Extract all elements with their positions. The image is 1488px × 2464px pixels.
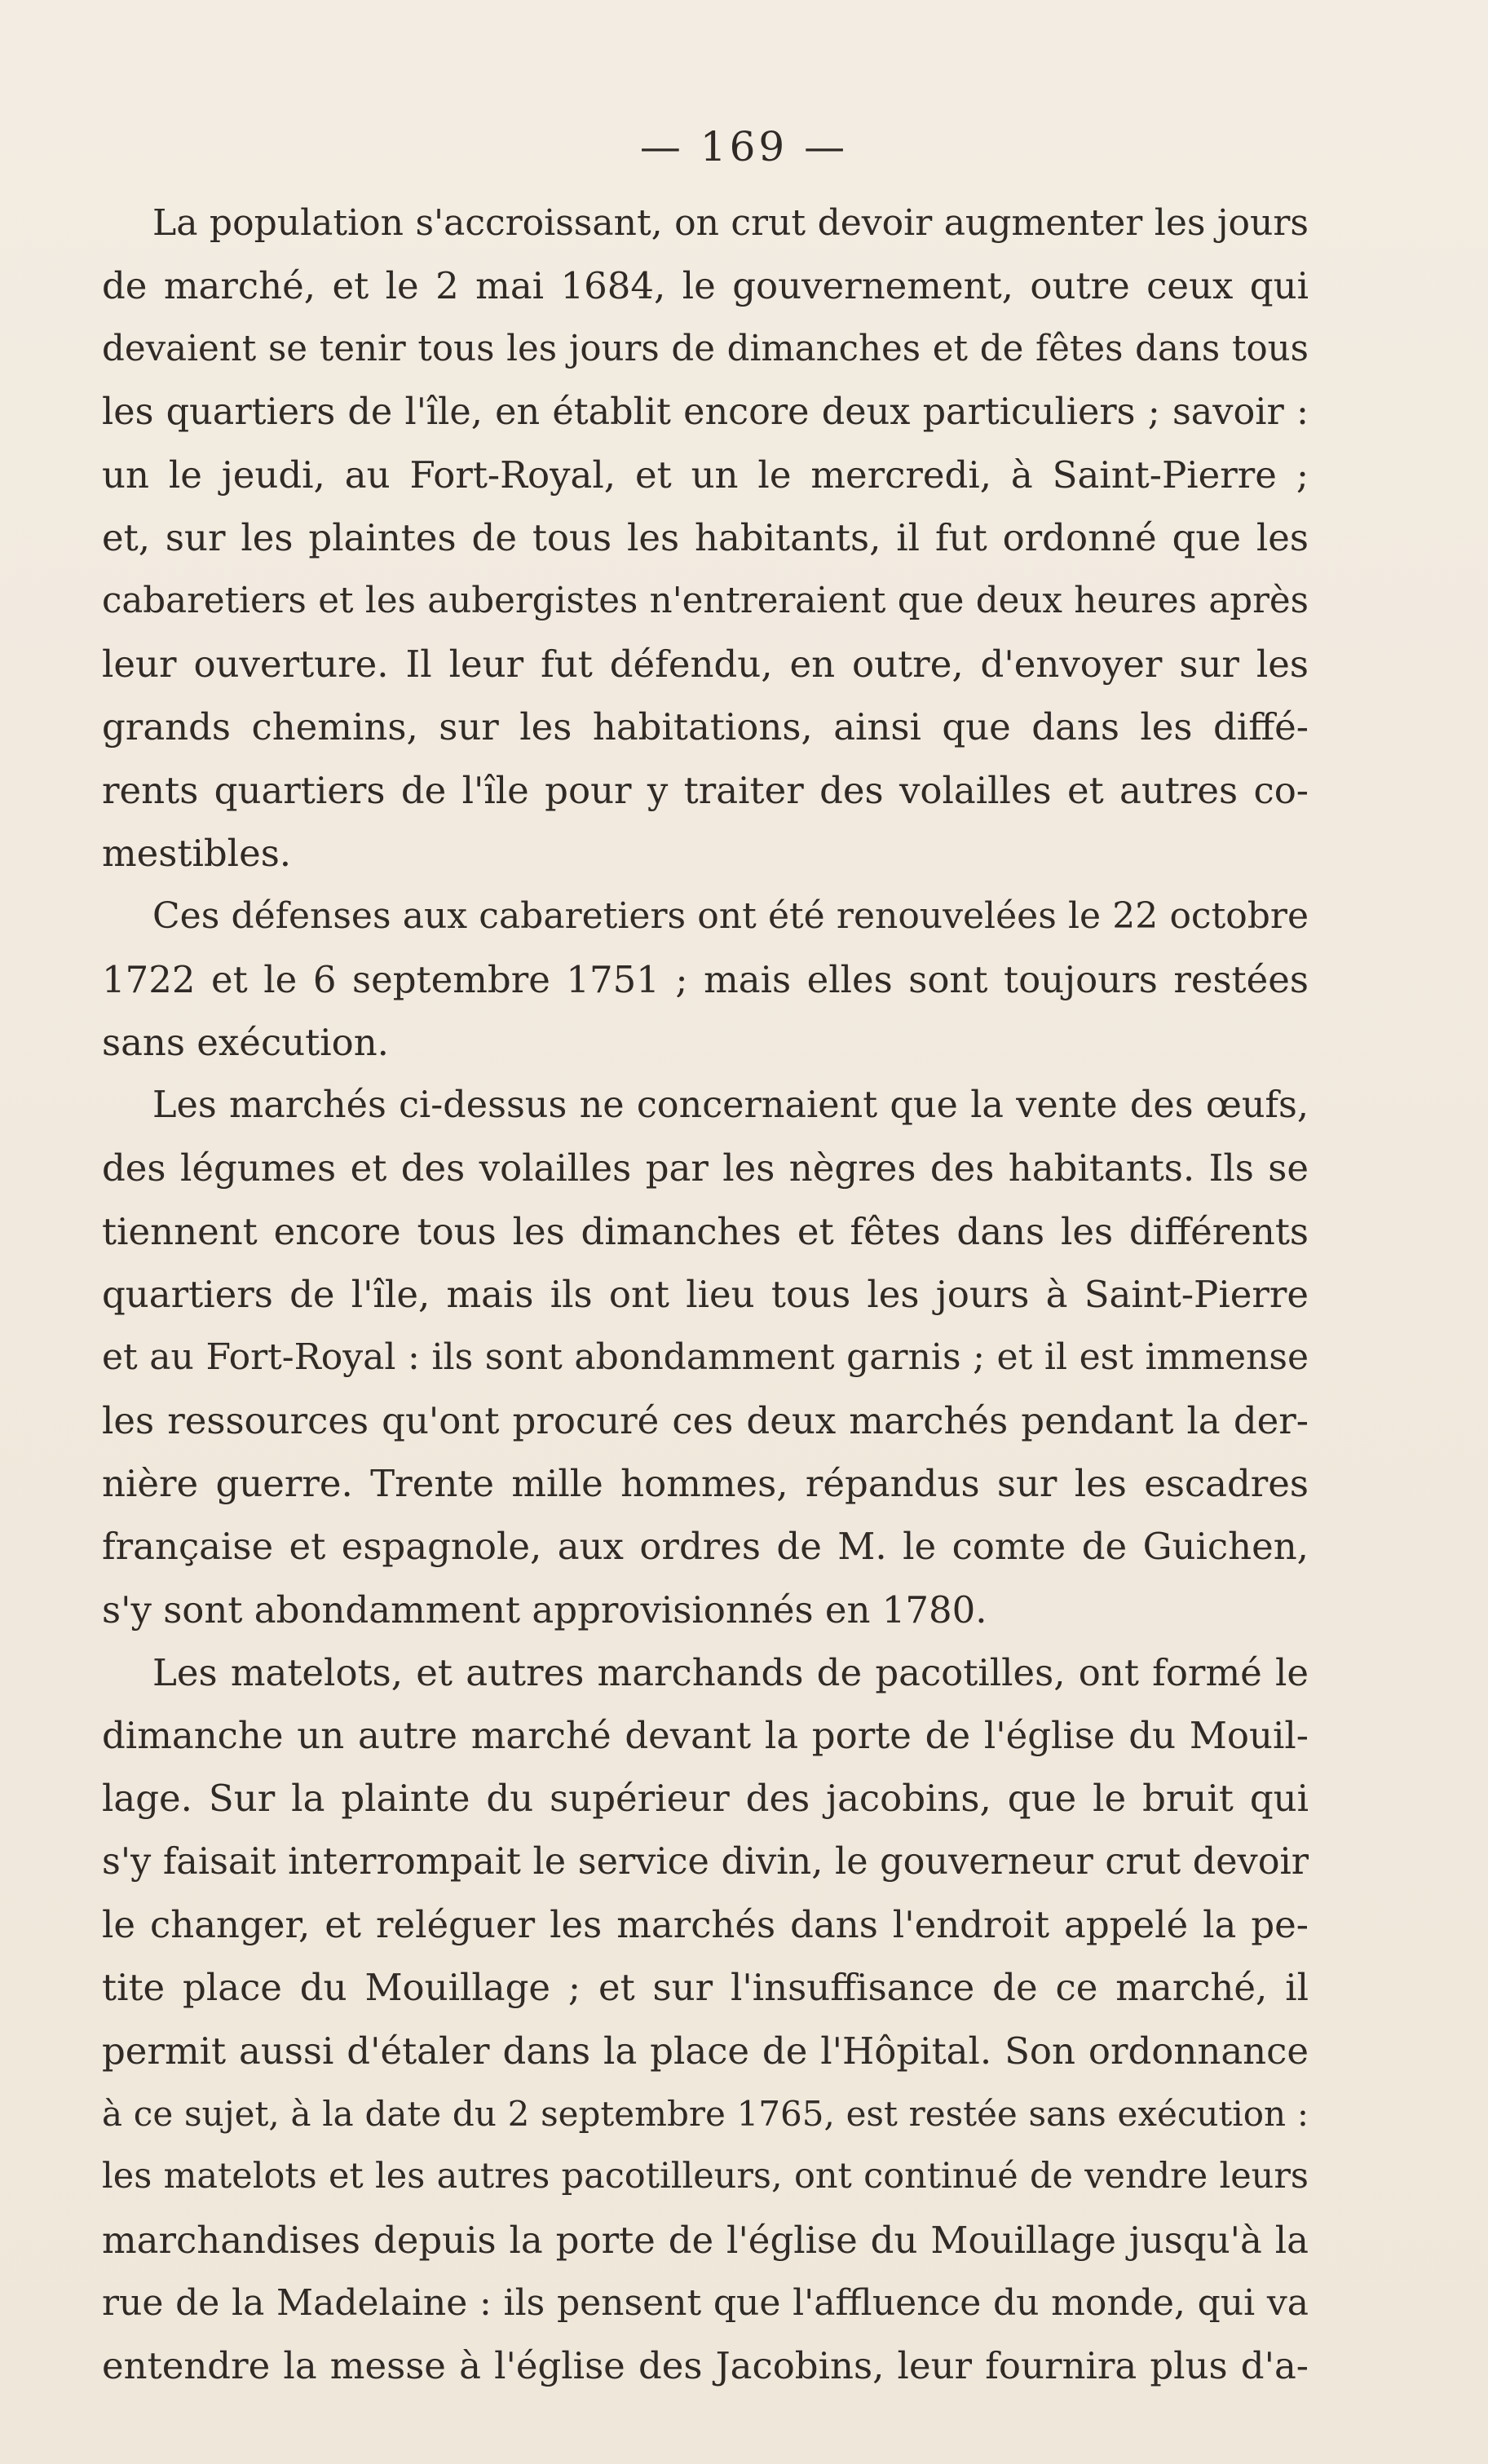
body-text <box>102 192 1309 2397</box>
text-line: tiennent encore tous les dimanches et fêtes dans les différents <box>102 1209 1309 1253</box>
text-line: le changer, et reléguer les marchés dans l'endroit appelé la pe- <box>102 1903 1309 1947</box>
text-line: à ce sujet, à la date du 2 septembre 1765, est restée sans exécution : <box>102 2093 1309 2134</box>
text-line: s'y sont abondamment approvisionnés en 1780. <box>102 1587 987 1632</box>
text-line: Les marchés ci-dessus ne concernaient que la vente des œufs, <box>152 1084 1309 1127</box>
text-line: mestibles. <box>102 831 292 875</box>
text-line: de marché, et le 2 mai 1684, le gouvernement, outre ceux qui <box>102 264 1309 308</box>
text-line: Les matelots, et autres marchands de pacotilles, ont formé le <box>152 1650 1309 1694</box>
text-line: leur ouverture. Il leur fut défendu, en outre, d'envoyer sur les <box>102 642 1309 687</box>
text-line: devaient se tenir tous les jours de dimanches et de fêtes dans tous <box>102 328 1309 369</box>
text-line: les matelots et les autres pacotilleurs, ont continué de vendre leurs <box>102 2156 1309 2197</box>
text-line: quartiers de l'île, mais ils ont lieu tous les jours à Saint-Pierre <box>102 1273 1309 1317</box>
text-line: entendre la messe à l'église des Jacobins, leur fournira plus d'a- <box>102 2344 1309 2388</box>
text-line: 1722 et le 6 septembre 1751 ; mais elles sont toujours restées <box>102 957 1309 1001</box>
text-line: rents quartiers de l'île pour y traiter des volailles et autres co- <box>102 768 1309 812</box>
page-number: — 169 — <box>639 123 849 170</box>
text-line: et au Fort-Royal : ils sont abondamment garnis ; et il est immense <box>102 1336 1309 1379</box>
text-line: lage. Sur la plainte du supérieur des jacobins, que le bruit qui <box>102 1777 1309 1821</box>
text-line: s'y faisait interrompait le service divin, le gouverneur crut devoir <box>102 1840 1309 1883</box>
text-line: La population s'accroissant, on crut devoir augmenter les jours <box>152 202 1309 244</box>
text-line: et, sur les plaintes de tous les habitants, il fut ordonné que les <box>102 516 1309 560</box>
text-line: sans exécution. <box>102 1020 389 1064</box>
text-line: grands chemins, sur les habitations, ainsi que dans les diffé- <box>102 705 1309 749</box>
text-line: française et espagnole, aux ordres de M. le comte de Guichen, <box>102 1525 1309 1569</box>
text-line: les quartiers de l'île, en établit encore deux particuliers ; savoir : <box>102 391 1309 433</box>
text-line: un le jeudi, au Fort-Royal, et un le mercredi, à Saint-Pierre ; <box>102 453 1309 497</box>
text-line: rue de la Madelaine : ils pensent que l'affluence du monde, qui va <box>102 2281 1309 2324</box>
text-line: dimanche un autre marché devant la porte de l'église du Mouil- <box>102 1714 1309 1758</box>
text-line: cabaretiers et les aubergistes n'entreraient que deux heures après <box>102 580 1309 621</box>
text-line: permit aussi d'étaler dans la place de l'Hôpital. Son ordonnance <box>102 2029 1309 2073</box>
text-line: nière guerre. Trente mille hommes, répandus sur les escadres <box>102 1461 1309 1505</box>
text-line: tite place du Mouillage ; et sur l'insuffisance de ce marché, il <box>102 1966 1309 2010</box>
text-line: Ces défenses aux cabaretiers ont été renouvelées le 22 octobre <box>152 895 1309 938</box>
text-line: des légumes et des volailles par les nègres des habitants. Ils se <box>102 1146 1309 1190</box>
text-line: marchandises depuis la porte de l'église du Mouillage jusqu'à la <box>102 2218 1309 2262</box>
text-line: les ressources qu'ont procuré ces deux marchés pendant la der- <box>102 1398 1309 1442</box>
